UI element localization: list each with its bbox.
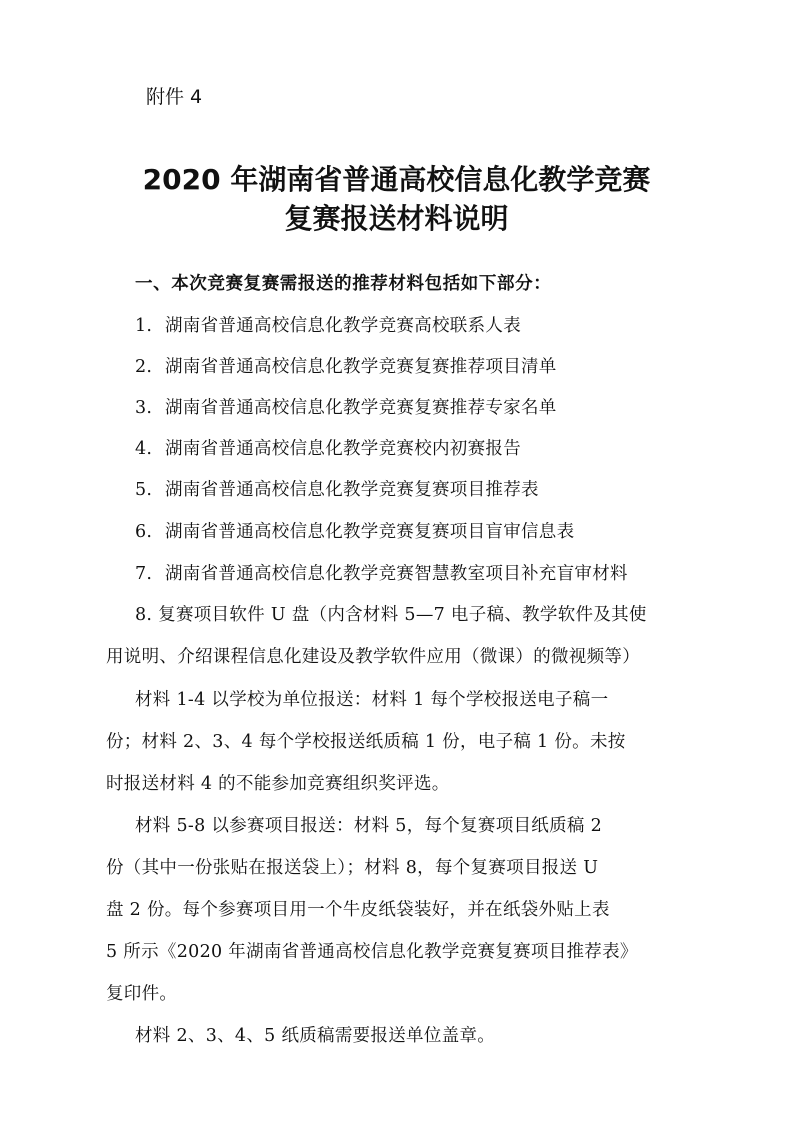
list-item	[135, 520, 574, 544]
list-item	[135, 355, 557, 379]
list-item-number: 6.	[135, 522, 153, 542]
document-title-line-2: 复赛报送材料说明	[284, 202, 509, 235]
list-item-text: 湖南省普通高校信息化教学竞赛高校联系人表	[165, 316, 521, 336]
list-item-number: 7.	[135, 564, 153, 584]
paragraph-3-line-1: 材料 2、3、4、5 纸质稿需要报送单位盖章。	[135, 1026, 496, 1046]
list-item-number: 4.	[135, 439, 153, 459]
list-item	[135, 478, 539, 502]
paragraph-1-line-2: 份；材料 2、3、4 每个学校报送纸质稿 1 份，电子稿 1 份。未按	[106, 732, 626, 752]
paragraph-2-line-3: 盘 2 份。每个参赛项目用一个牛皮纸袋装好，并在纸袋外贴上表	[106, 900, 610, 920]
list-item-text: 湖南省普通高校信息化教学竞赛智慧教室项目补充盲审材料	[165, 564, 628, 584]
list-item-8-line-2: 用说明、介绍课程信息化建设及教学软件应用（微课）的微视频等）	[106, 647, 640, 667]
list-item-text: 湖南省普通高校信息化教学竞赛复赛项目盲审信息表	[165, 522, 575, 542]
paragraph-1-line-3: 时报送材料 4 的不能参加竞赛组织奖评选。	[106, 774, 450, 794]
list-item-text: 湖南省普通高校信息化教学竞赛复赛推荐专家名单	[165, 398, 557, 418]
paragraph-2-line-5: 复印件。	[106, 984, 178, 1004]
list-item	[135, 314, 521, 338]
paragraph-2-line-2: 份（其中一份张贴在报送袋上）；材料 8，每个复赛项目报送 U	[106, 858, 599, 878]
paragraph-2-line-4: 5 所示《2020 年湖南省普通高校信息化教学竞赛复赛项目推荐表》	[106, 942, 638, 962]
list-item-8-line-1: 8. 复赛项目软件 U 盘（内含材料 5—7 电子稿、教学软件及其使	[135, 605, 647, 625]
paragraph-2-line-1: 材料 5-8 以参赛项目报送：材料 5，每个复赛项目纸质稿 2	[135, 816, 602, 836]
list-item-text: 湖南省普通高校信息化教学竞赛复赛项目推荐表	[165, 480, 539, 500]
list-item-number: 3.	[135, 398, 153, 418]
list-item-number: 5.	[135, 480, 153, 500]
attachment-label: 附件 4	[146, 86, 203, 108]
list-item-text: 湖南省普通高校信息化教学竞赛校内初赛报告	[165, 439, 521, 459]
paragraph-1-line-1: 材料 1-4 以学校为单位报送：材料 1 每个学校报送电子稿一	[135, 690, 609, 710]
document-title-line-1: 2020 年湖南省普通高校信息化教学竞赛	[142, 163, 651, 196]
list-item	[135, 437, 521, 461]
list-item-number: 2.	[135, 357, 153, 377]
list-item-text: 湖南省普通高校信息化教学竞赛复赛推荐项目清单	[165, 357, 557, 377]
list-item-number: 1.	[135, 316, 153, 336]
list-item	[135, 562, 628, 586]
section-heading: 一、本次竞赛复赛需报送的推荐材料包括如下部分：	[135, 274, 552, 294]
list-item	[135, 396, 557, 420]
